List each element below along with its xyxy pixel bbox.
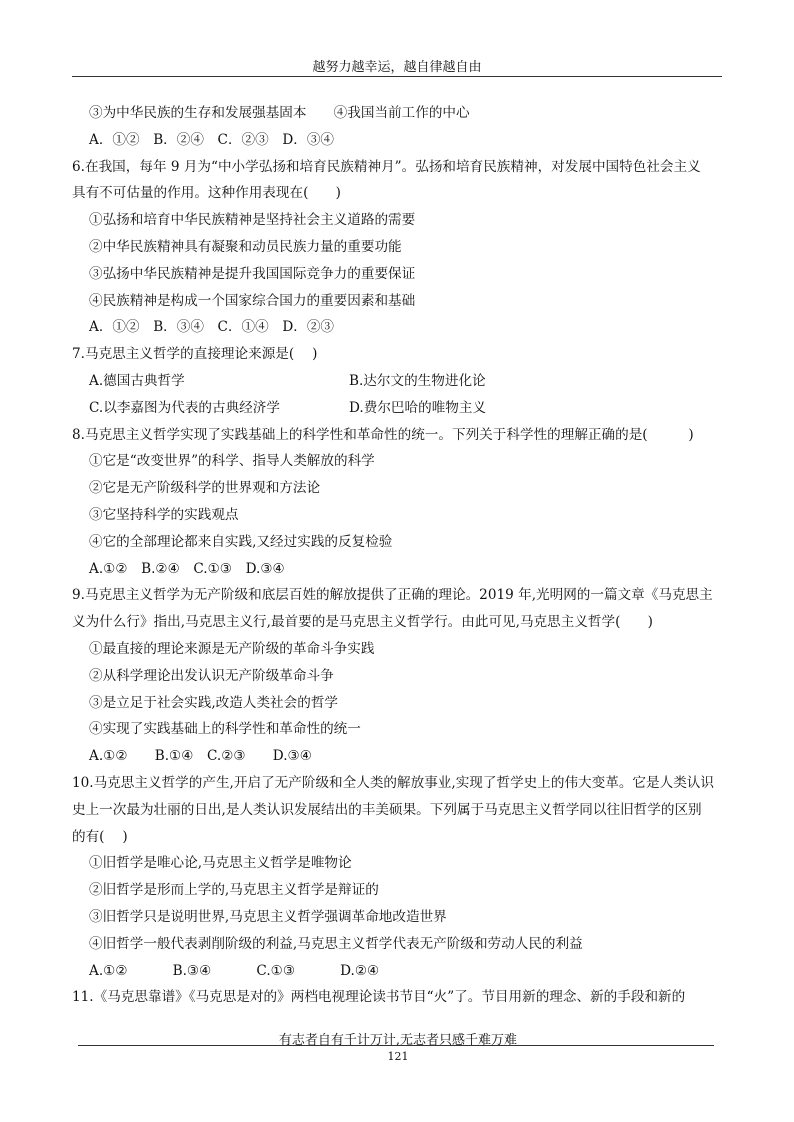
text-line: 9.马克思主义哲学为无产阶级和底层百姓的解放提供了正确的理论。2019 年,光明网的一篇文章《马克思主 (72, 587, 713, 604)
text-line: 具有不可估量的作用。这种作用表现在( ) (72, 185, 341, 202)
text-line: A．①② B．②④ C．②③ D．③④ (89, 131, 335, 148)
option-text: C.以李嘉图为代表的古典经济学 (89, 399, 280, 416)
text-line: A.①② B.③④ C.①③ D.②④ (89, 962, 380, 979)
header-divider (72, 76, 722, 77)
text-line: ④实现了实践基础上的科学性和革命性的统一 (89, 721, 361, 738)
text-line: ④旧哲学一般代表剥削阶级的利益,马克思主义哲学代表无产阶级和劳动人民的利益 (89, 935, 583, 952)
text-line (72, 395, 732, 422)
text-line: ②从科学理论出发认识无产阶级革命斗争 (89, 667, 334, 684)
document-body (72, 100, 732, 1011)
text-line: 义为什么行》指出,马克思主义行,最首要的是马克思主义哲学行。由此可见,马克思主义哲学( ) (72, 614, 653, 631)
text-line: A.①② B.①④ C.②③ D.③④ (89, 748, 312, 765)
text-line: ③旧哲学只是说明世界,马克思主义哲学强调革命地改造世界 (89, 908, 447, 925)
footer-divider (78, 1045, 714, 1046)
text-line: ③为中华民族的生存和发展强基固本 ④我国当前工作的中心 (89, 105, 470, 121)
page-number: 121 (387, 1050, 409, 1063)
text-line: ①它是“改变世界”的科学、指导人类解放的科学 (89, 453, 375, 470)
text-line: 6.在我国，每年 9 月为“中小学弘扬和培育民族精神月”。弘扬和培育民族精神，对发展中国特色社会主义 (72, 158, 701, 175)
text-line: 的有( ) (72, 828, 128, 845)
text-line: ②中华民族精神具有凝聚和动员民族力量的重要功能 (89, 238, 402, 255)
text-line: ③它坚持科学的实践观点 (89, 506, 239, 523)
text-line: ②旧哲学是形而上学的,马克思主义哲学是辩证的 (89, 882, 379, 899)
text-line: A．①② B．③④ C．①④ D．②③ (89, 319, 335, 336)
page-header-motto: 越努力越幸运，越自律越自由 (312, 60, 482, 75)
text-line: ②它是无产阶级科学的世界观和方法论 (89, 480, 321, 497)
text-line: ④它的全部理论都来自实践,又经过实践的反复检验 (89, 533, 393, 550)
text-line: ①旧哲学是唯心论,马克思主义哲学是唯物论 (89, 855, 352, 872)
text-line: ①弘扬和培育中华民族精神是坚持社会主义道路的需要 (89, 212, 416, 229)
text-line: 7.马克思主义哲学的直接理论来源是( ) (72, 346, 318, 363)
text-line: ①最直接的理论来源是无产阶级的革命斗争实践 (89, 640, 375, 657)
page-footer-motto: 有志者自有千计万计,无志者只感千难万难 (278, 1033, 518, 1048)
text-line: ④民族精神是构成一个国家综合国力的重要因素和基础 (89, 292, 416, 309)
text-line (72, 368, 732, 395)
option-text: B.达尔文的生物进化论 (349, 372, 486, 389)
text-line: 史上一次最为壮丽的日出,是人类认识发展结出的丰美硕果。下列属于马克思主义哲学同以往旧哲学的区别 (72, 801, 702, 818)
text-line: ③弘扬中华民族精神是提升我国国际竞争力的重要保证 (89, 265, 416, 282)
text-line: 10.马克思主义哲学的产生,开启了无产阶级和全人类的解放事业,实现了哲学史上的伟大变革。它是人类认识 (72, 774, 714, 791)
option-text: A.德国古典哲学 (89, 372, 185, 389)
text-line: 8.马克思主义哲学实现了实践基础上的科学性和革命性的统一。下列关于科学性的理解正确的是( ) (72, 426, 694, 443)
text-line: A.①② B.②④ C.①③ D.③④ (89, 560, 285, 577)
option-text: D.费尔巴哈的唯物主义 (349, 399, 487, 416)
text-line: ③是立足于社会实践,改造人类社会的哲学 (89, 694, 339, 711)
text-line: 11.《马克思靠谱》《马克思是对的》两档电视理论读书节目“火”了。节目用新的理念、新的手段和新的 (72, 989, 686, 1006)
